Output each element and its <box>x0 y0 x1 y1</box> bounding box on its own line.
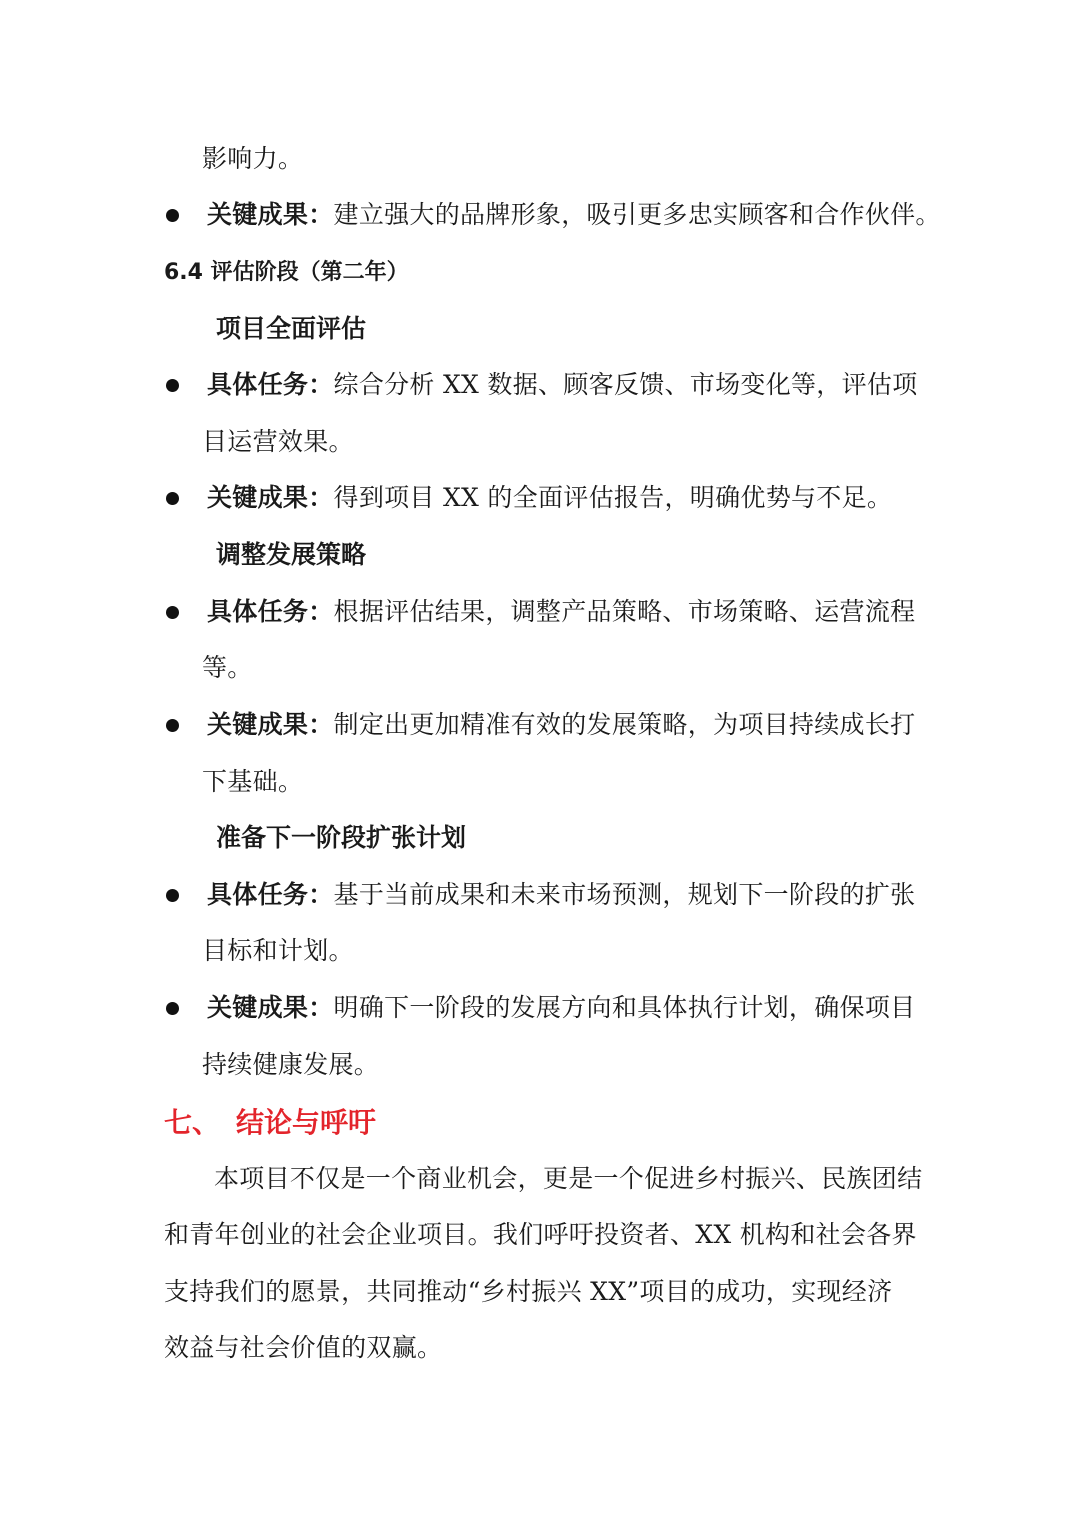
bullet-dot <box>166 1002 179 1015</box>
conclusion-line: 本项目不仅是一个商业机会，更是一个促进乡村振兴、民族团结 <box>214 1164 923 1193</box>
subheading-adjust-strategy: 调整发展策略 <box>216 540 367 569</box>
chapter-number: 七、 <box>164 1106 221 1139</box>
bullet-dot <box>166 209 179 222</box>
bullet-item-key-result <box>207 199 941 231</box>
bullet-continuation: 下基础。 <box>202 767 304 796</box>
bullet-dot <box>166 379 179 392</box>
bullet-continuation: 等。 <box>202 653 253 682</box>
bullet-label: 具体任务： <box>207 370 334 399</box>
chapter-title: 结论与呼吁 <box>236 1106 377 1139</box>
paragraph-continuation: 影响力。 <box>202 144 304 173</box>
subheading-expansion-plan: 准备下一阶段扩张计划 <box>216 823 467 852</box>
bullet-continuation: 持续健康发展。 <box>202 1050 380 1079</box>
subheading-comprehensive-evaluation: 项目全面评估 <box>216 314 367 343</box>
bullet-label: 关键成果： <box>207 710 334 739</box>
bullet-item-key-result <box>207 992 915 1024</box>
bullet-item-task <box>207 596 915 628</box>
bullet-continuation: 目运营效果。 <box>202 427 354 456</box>
section-heading-6-4: 6.4 评估阶段（第二年） <box>164 260 409 285</box>
bullet-text: 综合分析 XX 数据、顾客反馈、市场变化等，评估项 <box>333 370 918 399</box>
bullet-label: 具体任务： <box>207 597 334 626</box>
bullet-text: 根据评估结果，调整产品策略、市场策略、运营流程 <box>333 597 916 626</box>
conclusion-line: 和青年创业的社会企业项目。我们呼吁投资者、XX 机构和社会各界 <box>164 1220 917 1249</box>
bullet-dot <box>166 606 179 619</box>
bullet-dot <box>166 492 179 505</box>
bullet-item-task <box>207 369 918 401</box>
bullet-text: 明确下一阶段的发展方向和具体执行计划，确保项目 <box>333 993 916 1022</box>
bullet-continuation: 目标和计划。 <box>202 936 354 965</box>
bullet-text: 建立强大的品牌形象，吸引更多忠实顾客和合作伙伴。 <box>333 200 941 229</box>
bullet-label: 关键成果： <box>207 483 334 512</box>
bullet-item-key-result <box>207 709 915 741</box>
bullet-dot <box>166 889 179 902</box>
bullet-label: 关键成果： <box>207 200 334 229</box>
bullet-item-task <box>207 879 915 911</box>
bullet-label: 具体任务： <box>207 880 334 909</box>
bullet-label: 关键成果： <box>207 993 334 1022</box>
bullet-text: 基于当前成果和未来市场预测，规划下一阶段的扩张 <box>333 880 916 909</box>
conclusion-line: 效益与社会价值的双赢。 <box>164 1333 443 1362</box>
bullet-item-key-result <box>207 482 892 514</box>
bullet-dot <box>166 719 179 732</box>
bullet-text: 制定出更加精准有效的发展策略，为项目持续成长打 <box>333 710 916 739</box>
conclusion-line: 支持我们的愿景，共同推动“乡村振兴 XX”项目的成功，实现经济 <box>164 1277 893 1306</box>
bullet-text: 得到项目 XX 的全面评估报告，明确优势与不足。 <box>333 483 893 512</box>
